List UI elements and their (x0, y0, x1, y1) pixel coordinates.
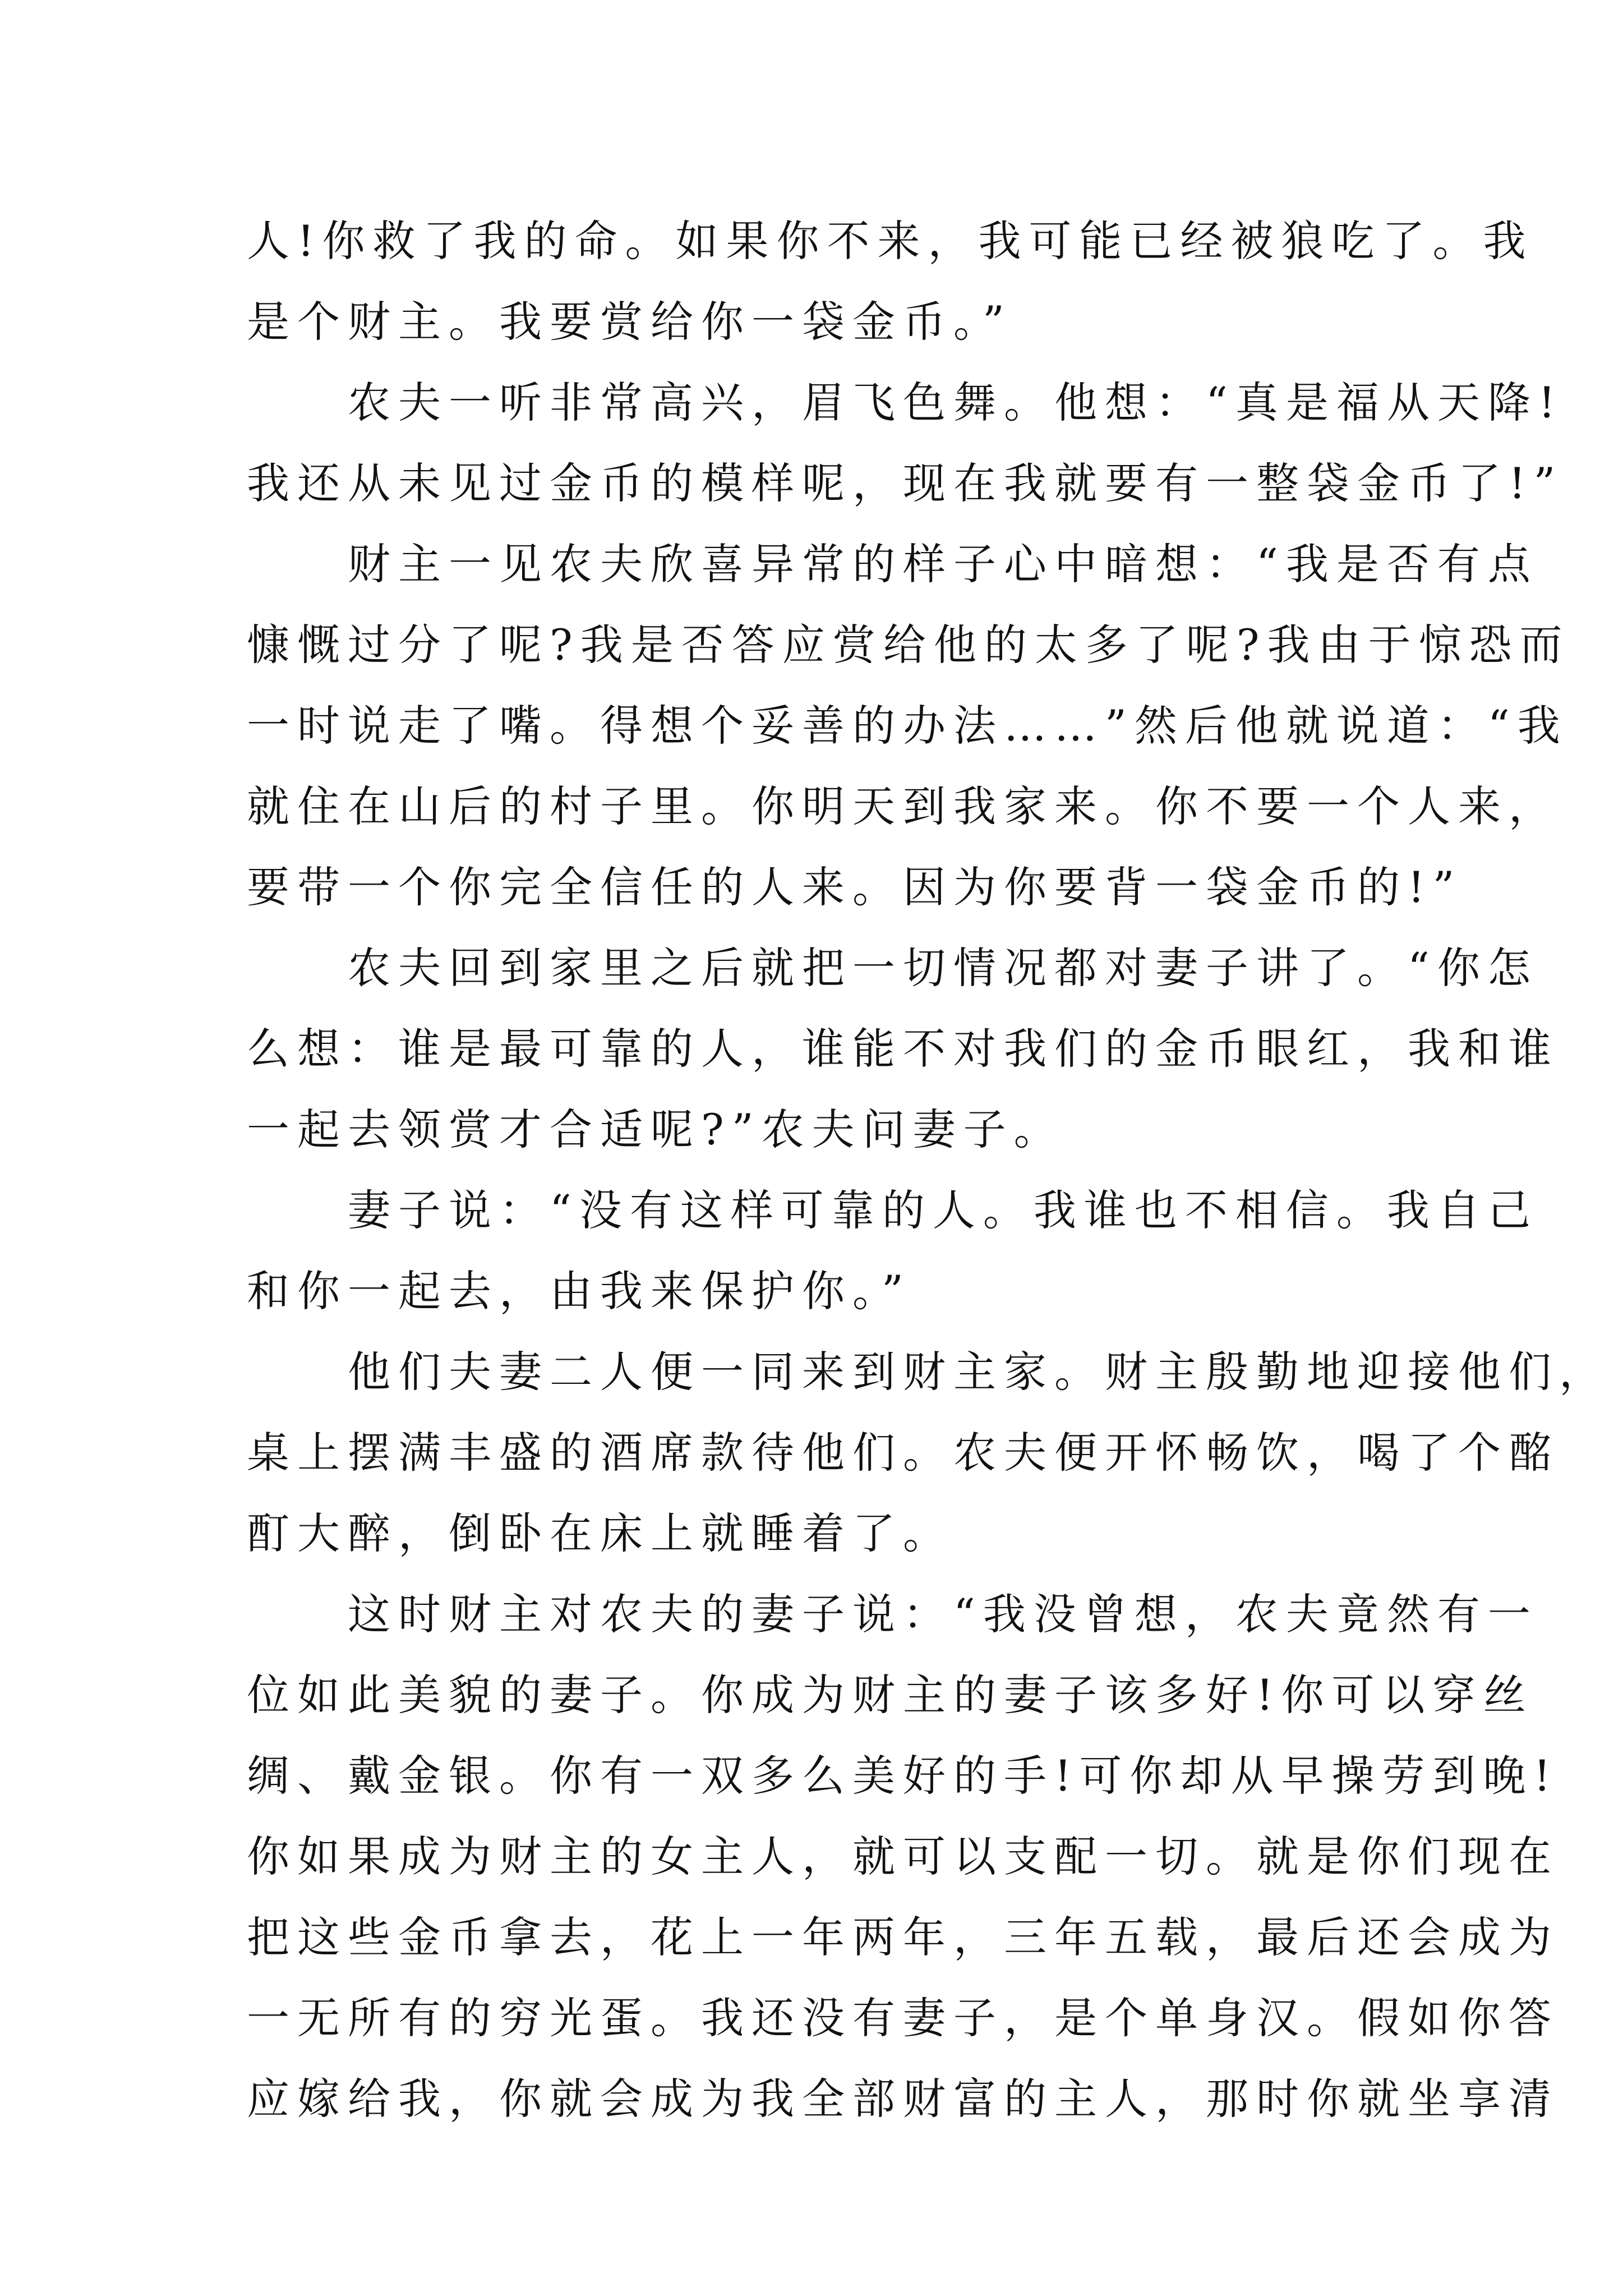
text-line: 你如果成为财主的女主人，就可以支配一切。就是你们现在 (247, 1832, 1559, 1881)
text-line: 这时财主对农夫的妻子说：“我没曾想，农夫竟然有一 (348, 1589, 1538, 1639)
text-line: 妻子说：“没有这样可靠的人。我谁也不相信。我自己 (348, 1185, 1538, 1235)
text-line: 酊大醉，倒卧在床上就睡着了。 (247, 1508, 953, 1558)
text-line: 要带一个你完全信任的人来。因为你要背一袋金币的!” (247, 862, 1463, 912)
text-line: 慷慨过分了呢?我是否答应赏给他的太多了呢?我由于惊恐而 (247, 620, 1570, 670)
text-line: 绸、戴金银。你有一双多么美好的手!可你却从早操劳到晚! (247, 1751, 1559, 1801)
text-line: 就住在山后的村子里。你明天到我家来。你不要一个人来， (247, 781, 1559, 831)
text-line: 桌上摆满丰盛的酒席款待他们。农夫便开怀畅饮，喝了个酩 (247, 1428, 1559, 1478)
text-line: 人!你救了我的命。如果你不来，我可能已经被狼吃了。我 (247, 216, 1534, 266)
text-line: 应嫁给我，你就会成为我全部财富的主人，那时你就坐享清 (247, 2074, 1559, 2124)
text-line: 我还从未见过金币的模样呢，现在我就要有一整袋金币了!” (247, 458, 1564, 508)
text-line: 和你一起去，由我来保护你。” (247, 1266, 911, 1316)
text-line: 位如此美貌的妻子。你成为财主的妻子该多好!你可以穿丝 (247, 1670, 1534, 1720)
text-line: 么想：谁是最可靠的人，谁能不对我们的金币眼红，我和谁 (247, 1024, 1559, 1074)
text-line: 他们夫妻二人便一同来到财主家。财主殷勤地迎接他们， (348, 1347, 1610, 1397)
text-line: 是个财主。我要赏给你一袋金币。” (247, 297, 1012, 347)
text-line: 财主一见农夫欣喜异常的样子心中暗想：“我是否有点 (348, 539, 1538, 589)
text-line: 农夫一听非常高兴，眉飞色舞。他想：“真是福从天降! (348, 378, 1564, 427)
text-line: 一起去领赏才合适呢?”农夫问妻子。 (247, 1105, 1064, 1154)
text-line: 把这些金币拿去，花上一年两年，三年五载，最后还会成为 (247, 1912, 1559, 1962)
text-line: 一无所有的穷光蛋。我还没有妻子，是个单身汉。假如你答 (247, 1993, 1559, 2043)
body-text (247, 201, 1610, 2139)
text-line: 一时说走了嘴。得想个妥善的办法……”然后他就说道：“我 (247, 701, 1568, 751)
text-line: 农夫回到家里之后就把一切情况都对妻子讲了。“你怎 (348, 943, 1538, 993)
